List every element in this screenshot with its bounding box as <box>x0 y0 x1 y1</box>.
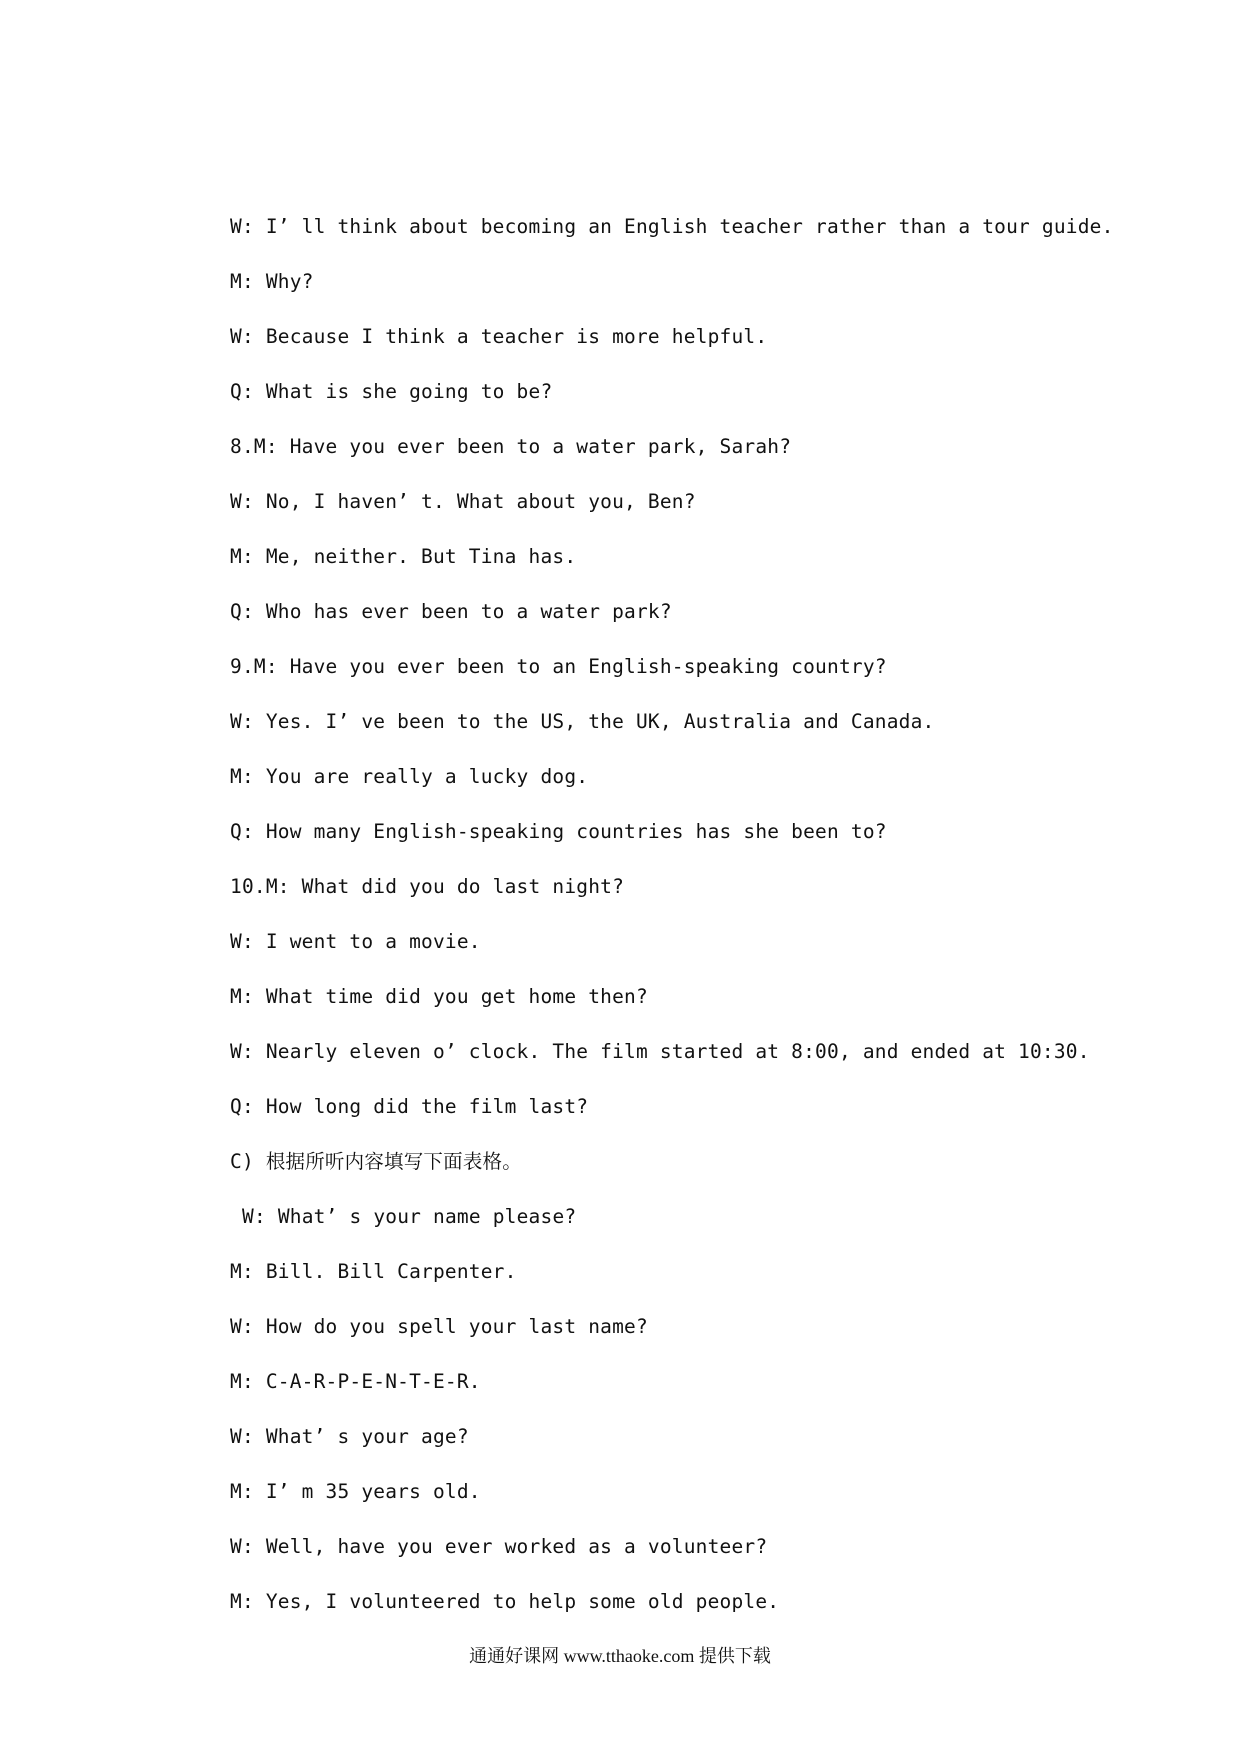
transcript-line: Q: How long did the film last? <box>230 1095 589 1118</box>
transcript-line: M: Yes, I volunteered to help some old people. <box>230 1590 780 1613</box>
transcript-line: 8.M: Have you ever been to a water park, Sarah? <box>230 435 792 458</box>
transcript-line: M: Why? <box>230 270 314 293</box>
transcript-line: W: What’ s your age? <box>230 1425 469 1448</box>
transcript-line: W: Because I think a teacher is more helpful. <box>230 325 768 348</box>
transcript-line: W: Well, have you ever worked as a volunteer? <box>230 1535 768 1558</box>
transcript-line: Q: What is she going to be? <box>230 380 553 403</box>
transcript-line: M: Bill. Bill Carpenter. <box>230 1260 517 1283</box>
transcript-line: W: No, I haven’ t. What about you, Ben? <box>230 490 696 513</box>
transcript-line: Q: Who has ever been to a water park? <box>230 600 672 623</box>
page-footer: 通通好课网 www.tthaoke.com 提供下载 <box>469 1646 771 1666</box>
transcript-line: 9.M: Have you ever been to an English-speaking country? <box>230 655 887 678</box>
transcript-line: W: How do you spell your last name? <box>230 1315 648 1338</box>
transcript-line: W: I went to a movie. <box>230 930 481 953</box>
transcript-line: 10.M: What did you do last night? <box>230 875 625 898</box>
transcript-lines <box>230 212 1130 1642</box>
transcript-line: M: You are really a lucky dog. <box>230 765 589 788</box>
section-heading: C) 根据所听内容填写下面表格。 <box>230 1150 522 1173</box>
transcript-line: M: Me, neither. But Tina has. <box>230 545 577 568</box>
transcript-line: Q: How many English-speaking countries has she been to? <box>230 820 887 843</box>
transcript-line: W: Nearly eleven o’ clock. The film started at 8:00, and ended at 10:30. <box>230 1040 1090 1063</box>
transcript-line: W: I’ ll think about becoming an English teacher rather than a tour guide. <box>230 215 1114 238</box>
transcript-line: M: C-A-R-P-E-N-T-E-R. <box>230 1370 481 1393</box>
transcript-line: M: I’ m 35 years old. <box>230 1480 481 1503</box>
transcript-line: W: Yes. I’ ve been to the US, the UK, Australia and Canada. <box>230 710 935 733</box>
transcript-line: W: What’ s your name please? <box>242 1205 577 1228</box>
transcript-line: M: What time did you get home then? <box>230 985 648 1008</box>
